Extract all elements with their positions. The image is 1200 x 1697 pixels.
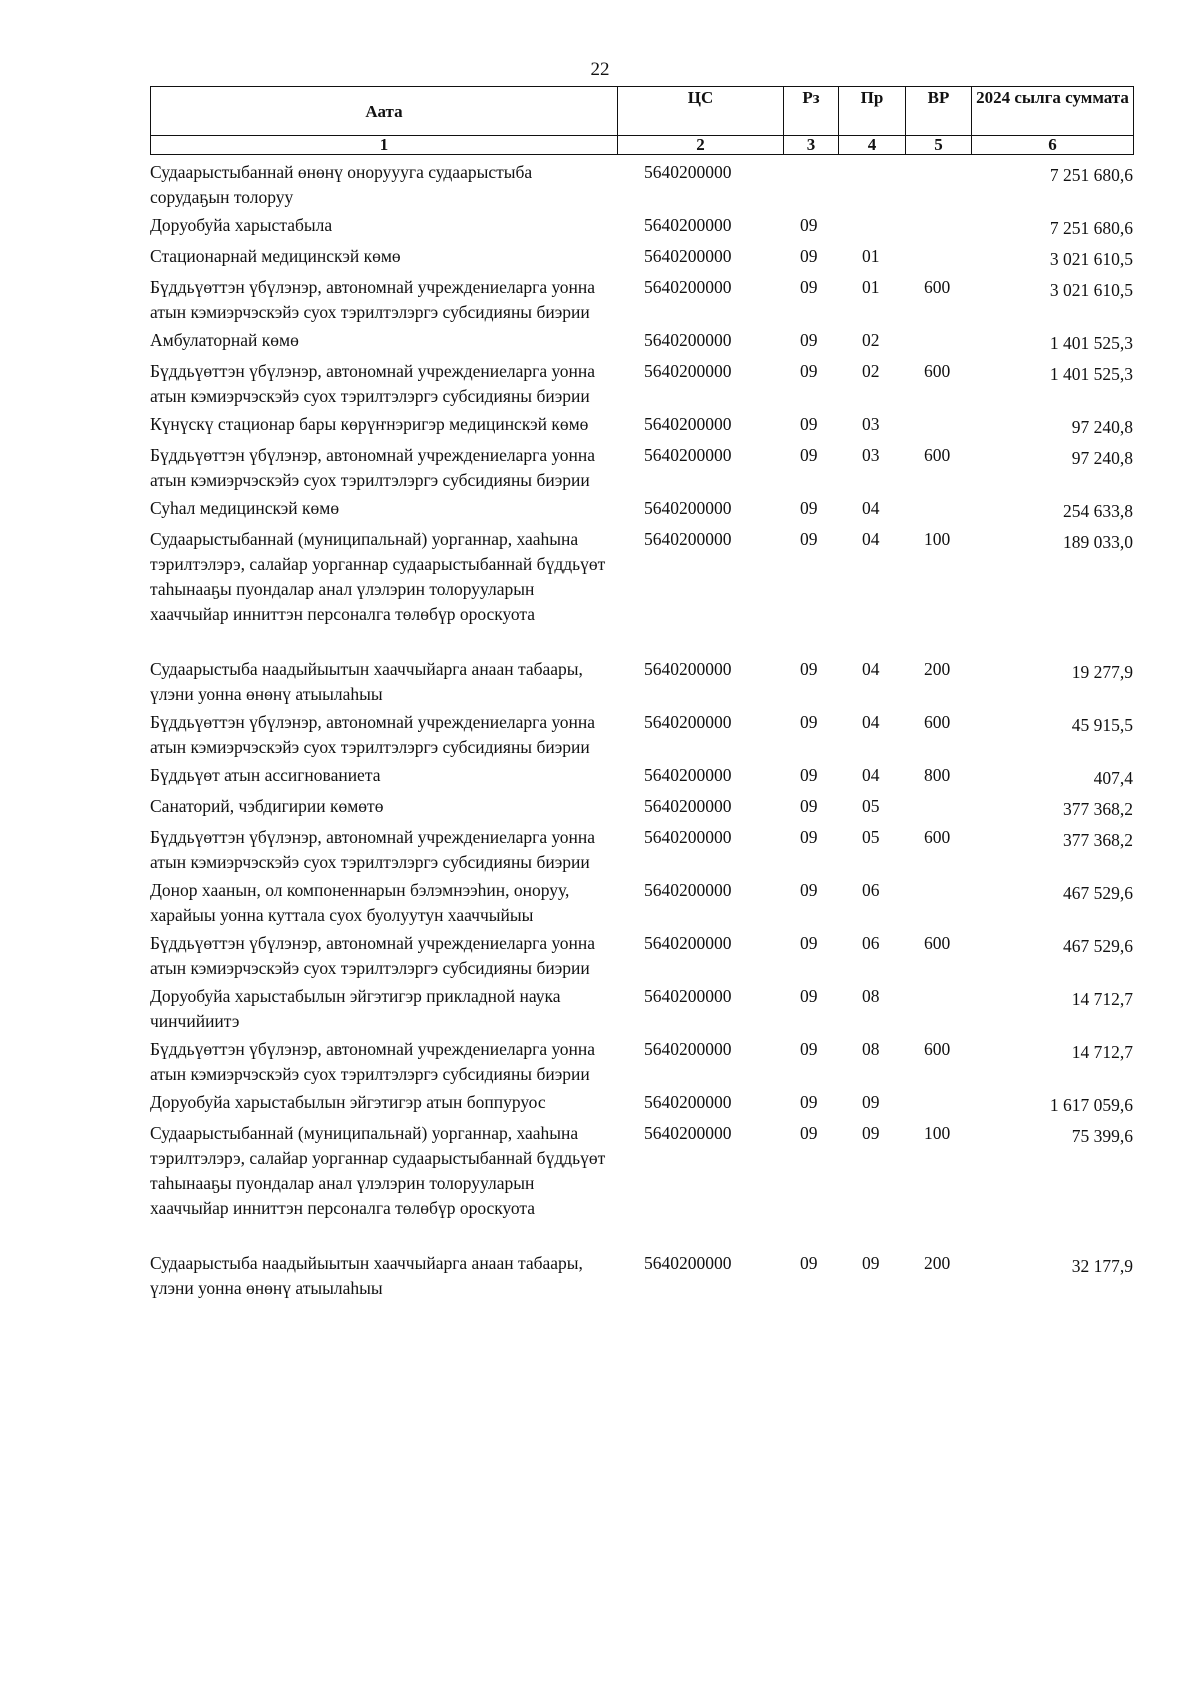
- row-vr-code: [924, 496, 982, 527]
- row-rz-code: 09: [800, 414, 818, 434]
- table-row: [150, 527, 1133, 657]
- row-rz-code: 09: [800, 498, 818, 518]
- table-row: [150, 984, 1133, 1037]
- row-vr-code: 600: [924, 827, 951, 847]
- row-pr-code: 04: [862, 712, 880, 732]
- row-pr-code: 06: [862, 880, 880, 900]
- row-name: Доруобуйа харыстабыла: [150, 215, 333, 235]
- row-pr-code: 04: [862, 659, 880, 679]
- row-vr-code: 100: [924, 529, 951, 549]
- row-cs-code: 5640200000: [644, 277, 732, 297]
- row-name: Судаарыстыбаннай (муниципальнай) уорганнар, хааһына тэрилтэлэрэ, салайар уорганнар судаарыстыбаннай бүддьүөт таһынааҕы пуондалар анал үлэлэрин толорууларын хааччыйар инниттэн персоналга төлөбүр ороскуота: [150, 1123, 606, 1218]
- budget-table: [150, 160, 1133, 1304]
- header-num-pr: 4: [839, 136, 906, 155]
- table-row: [150, 244, 1133, 275]
- table-row: [150, 1037, 1133, 1090]
- row-sum: 45 915,5: [1071, 715, 1133, 735]
- table-row: [150, 931, 1133, 984]
- table-row: [150, 275, 1133, 328]
- row-cs-code: 5640200000: [644, 659, 732, 679]
- row-sum: 377 368,2: [1063, 830, 1133, 850]
- row-sum: 75 399,6: [1071, 1126, 1133, 1146]
- row-rz-code: 09: [800, 246, 818, 266]
- row-cs-code: 5640200000: [644, 246, 732, 266]
- row-sum: 1 401 525,3: [1049, 333, 1133, 353]
- row-sum: 7 251 680,6: [1049, 165, 1133, 185]
- row-cs-code: 5640200000: [644, 712, 732, 732]
- row-pr-code: 09: [862, 1253, 880, 1273]
- header-num-name: 1: [151, 136, 618, 155]
- row-vr-code: [924, 213, 982, 244]
- row-cs-code: 5640200000: [644, 1039, 732, 1059]
- row-vr-code: [924, 794, 982, 825]
- row-pr-code: 04: [862, 765, 880, 785]
- row-name: Судаарыстыба наадыйыытын хааччыйарга анаан табаары, үлэни уонна өнөнү атыылаһыы: [150, 659, 583, 704]
- row-rz-code: 09: [800, 1253, 818, 1273]
- row-vr-code: [924, 1090, 982, 1121]
- row-pr-code: 08: [862, 1039, 880, 1059]
- row-name: Донор хаанын, ол компоненнарын бэлэмнээһин, оноруу, харайыы уонна куттала суох буолуутун хааччыйыы: [150, 880, 570, 925]
- row-name: Бүддьүөттэн үбүлэнэр, автономнай учреждениеларга уонна атын кэмиэрчэскэйэ суох тэрилтэлэргэ субсидияны биэрии: [150, 1039, 596, 1084]
- row-pr-code: 09: [862, 1123, 880, 1143]
- row-cs-code: 5640200000: [644, 162, 732, 182]
- header-num-sum: 6: [972, 136, 1134, 155]
- row-name: Судаарыстыбаннай өнөнү оноруууга судаарыстыба сорудаҕын толоруу: [150, 162, 533, 207]
- header-cs: ЦС: [618, 87, 784, 136]
- row-vr-code: 600: [924, 933, 951, 953]
- row-rz-code: 09: [800, 765, 818, 785]
- row-cs-code: 5640200000: [644, 986, 732, 1006]
- table-row: [150, 443, 1133, 496]
- row-pr-code: 08: [862, 986, 880, 1006]
- row-pr-code: 02: [862, 330, 880, 350]
- row-name: Бүддьүөттэн үбүлэнэр, автономнай учреждениеларга уонна атын кэмиэрчэскэйэ суох тэрилтэлэргэ субсидияны биэрии: [150, 712, 596, 757]
- header-num-cs: 2: [618, 136, 784, 155]
- row-vr-code: 600: [924, 277, 951, 297]
- row-rz-code: 09: [800, 361, 818, 381]
- row-pr-code: 03: [862, 445, 880, 465]
- row-vr-code: 600: [924, 1039, 951, 1059]
- row-cs-code: 5640200000: [644, 765, 732, 785]
- row-vr-code: [924, 984, 982, 1037]
- table-row: [150, 763, 1133, 794]
- row-name: Суһал медицинскэй көмө: [150, 498, 340, 518]
- row-vr-code: 200: [924, 1253, 951, 1273]
- row-rz-code: 09: [800, 986, 818, 1006]
- row-cs-code: 5640200000: [644, 330, 732, 350]
- row-name: Күнүскү стационар бары көрүҥнэригэр медицинскэй көмө: [150, 414, 589, 434]
- row-name: Судаарыстыбаннай (муниципальнай) уорганнар, хааһына тэрилтэлэрэ, салайар уорганнар судаарыстыбаннай бүддьүөт таһынааҕы пуондалар анал үлэлэрин толорууларын хааччыйар инниттэн персоналга төлөбүр ороскуота: [150, 529, 606, 624]
- row-sum: 407,4: [1093, 768, 1133, 788]
- row-pr-code: 03: [862, 414, 880, 434]
- row-pr-code: 05: [862, 796, 880, 816]
- row-name: Бүддьүөттэн үбүлэнэр, автономнай учреждениеларга уонна атын кэмиэрчэскэйэ суох тэрилтэлэргэ субсидияны биэрии: [150, 277, 596, 322]
- header-name: Аата: [151, 87, 618, 136]
- row-name: Бүддьүөттэн үбүлэнэр, автономнай учреждениеларга уонна атын кэмиэрчэскэйэ суох тэрилтэлэргэ субсидияны биэрии: [150, 827, 596, 872]
- row-rz-code: 09: [800, 712, 818, 732]
- row-sum: 97 240,8: [1071, 417, 1133, 437]
- header-num-vr: 5: [906, 136, 972, 155]
- row-rz-code: [800, 160, 862, 213]
- row-rz-code: 09: [800, 1039, 818, 1059]
- row-cs-code: 5640200000: [644, 1253, 732, 1273]
- table-row: [150, 878, 1133, 931]
- header-rz: Рз: [784, 87, 839, 136]
- row-vr-code: 800: [924, 765, 951, 785]
- row-pr-code: [862, 160, 924, 213]
- row-vr-code: [924, 160, 982, 213]
- row-pr-code: 04: [862, 529, 880, 549]
- header-sum: 2024 сылга суммата: [972, 87, 1134, 136]
- row-rz-code: 09: [800, 445, 818, 465]
- row-vr-code: 100: [924, 1123, 951, 1143]
- row-sum: 1 617 059,6: [1049, 1095, 1133, 1115]
- row-pr-code: 02: [862, 361, 880, 381]
- table-row: [150, 710, 1133, 763]
- row-rz-code: 09: [800, 529, 818, 549]
- row-name: Бүддьүөттэн үбүлэнэр, автономнай учреждениеларга уонна атын кэмиэрчэскэйэ суох тэрилтэлэргэ субсидияны биэрии: [150, 445, 596, 490]
- row-cs-code: 5640200000: [644, 880, 732, 900]
- row-vr-code: 600: [924, 361, 951, 381]
- row-rz-code: 09: [800, 827, 818, 847]
- table-header: [150, 86, 1134, 155]
- row-cs-code: 5640200000: [644, 414, 732, 434]
- row-name: Стационарнай медицинскэй көмө: [150, 246, 401, 266]
- row-vr-code: 600: [924, 445, 951, 465]
- table-row: [150, 825, 1133, 878]
- table-row: [150, 160, 1133, 213]
- row-cs-code: 5640200000: [644, 1092, 732, 1112]
- row-sum: 32 177,9: [1071, 1256, 1133, 1276]
- table-row: [150, 328, 1133, 359]
- table-row: [150, 1090, 1133, 1121]
- row-sum: 14 712,7: [1071, 1042, 1133, 1062]
- table-row: [150, 359, 1133, 412]
- table-row: [150, 213, 1133, 244]
- row-sum: 97 240,8: [1071, 448, 1133, 468]
- row-sum: 3 021 610,5: [1049, 280, 1133, 300]
- table-row: [150, 657, 1133, 710]
- row-name: Санаторий, чэбдигирии көмөтө: [150, 796, 384, 816]
- row-name: Бүддьүөт атын ассигнованиета: [150, 765, 381, 785]
- row-sum: 7 251 680,6: [1049, 218, 1133, 238]
- row-rz-code: 09: [800, 796, 818, 816]
- row-pr-code: 01: [862, 277, 880, 297]
- row-cs-code: 5640200000: [644, 796, 732, 816]
- row-cs-code: 5640200000: [644, 933, 732, 953]
- row-rz-code: 09: [800, 215, 818, 235]
- row-sum: 377 368,2: [1063, 799, 1133, 819]
- row-vr-code: [924, 244, 982, 275]
- row-rz-code: 09: [800, 1123, 818, 1143]
- table-row: [150, 1121, 1133, 1251]
- row-pr-code: 09: [862, 1092, 880, 1112]
- row-sum: 14 712,7: [1071, 989, 1133, 1009]
- row-rz-code: 09: [800, 277, 818, 297]
- row-vr-code: [924, 328, 982, 359]
- row-vr-code: [924, 878, 982, 931]
- row-cs-code: 5640200000: [644, 529, 732, 549]
- row-cs-code: 5640200000: [644, 827, 732, 847]
- row-pr-code: [862, 213, 924, 244]
- row-sum: 467 529,6: [1063, 936, 1133, 956]
- row-name: Доруобуйа харыстабылын эйгэтигэр атын боппуруос: [150, 1092, 546, 1112]
- row-name: Бүддьүөттэн үбүлэнэр, автономнай учреждениеларга уонна атын кэмиэрчэскэйэ суох тэрилтэлэргэ субсидияны биэрии: [150, 361, 596, 406]
- header-num-rz: 3: [784, 136, 839, 155]
- table-row: [150, 794, 1133, 825]
- row-cs-code: 5640200000: [644, 361, 732, 381]
- table-row: [150, 1251, 1133, 1304]
- row-name: Доруобуйа харыстабылын эйгэтигэр прикладной наука чинчийиитэ: [150, 986, 561, 1031]
- page-number: 22: [590, 59, 610, 80]
- row-vr-code: 200: [924, 659, 951, 679]
- row-cs-code: 5640200000: [644, 1123, 732, 1143]
- row-sum: 3 021 610,5: [1049, 249, 1133, 269]
- row-sum: 254 633,8: [1063, 501, 1133, 521]
- row-name: Судаарыстыба наадыйыытын хааччыйарга анаан табаары, үлэни уонна өнөнү атыылаһыы: [150, 1253, 583, 1298]
- table-row: [150, 412, 1133, 443]
- row-cs-code: 5640200000: [644, 498, 732, 518]
- row-sum: 19 277,9: [1071, 662, 1133, 682]
- row-pr-code: 04: [862, 498, 880, 518]
- row-pr-code: 01: [862, 246, 880, 266]
- row-vr-code: 600: [924, 712, 951, 732]
- row-pr-code: 05: [862, 827, 880, 847]
- row-cs-code: 5640200000: [644, 445, 732, 465]
- header-pr: Пр: [839, 87, 906, 136]
- row-cs-code: 5640200000: [644, 215, 732, 235]
- row-sum: 189 033,0: [1063, 532, 1133, 552]
- row-pr-code: 06: [862, 933, 880, 953]
- row-rz-code: 09: [800, 880, 818, 900]
- table-row: [150, 496, 1133, 527]
- row-name: Бүддьүөттэн үбүлэнэр, автономнай учреждениеларга уонна атын кэмиэрчэскэйэ суох тэрилтэлэргэ субсидияны биэрии: [150, 933, 596, 978]
- row-sum: 1 401 525,3: [1049, 364, 1133, 384]
- row-rz-code: 09: [800, 659, 818, 679]
- row-rz-code: 09: [800, 1092, 818, 1112]
- row-sum: 467 529,6: [1063, 883, 1133, 903]
- row-rz-code: 09: [800, 330, 818, 350]
- header-vr: ВР: [906, 87, 972, 136]
- row-vr-code: [924, 412, 982, 443]
- row-name: Амбулаторнай көмө: [150, 330, 299, 350]
- row-rz-code: 09: [800, 933, 818, 953]
